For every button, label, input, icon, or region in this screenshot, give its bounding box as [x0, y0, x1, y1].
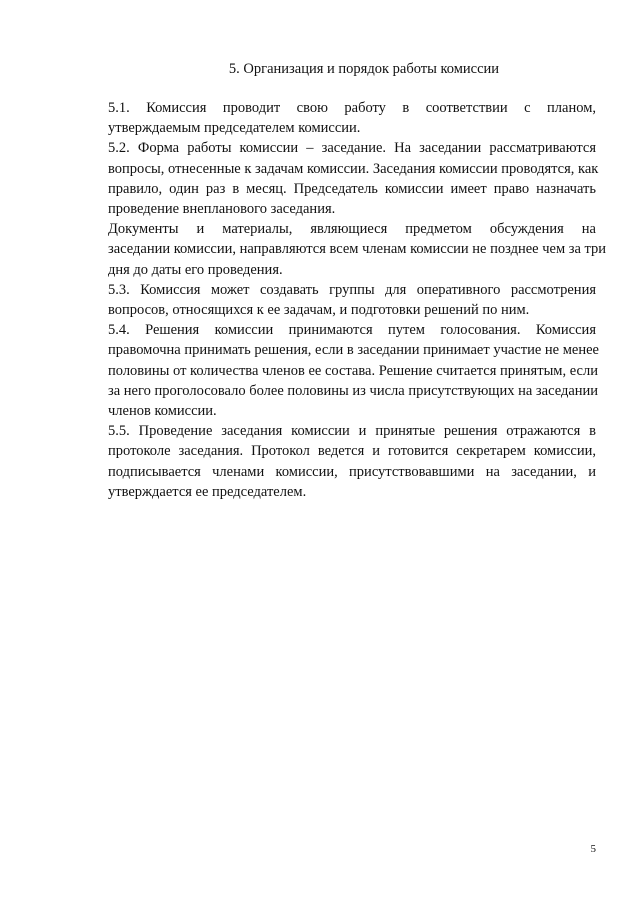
paragraph — [108, 421, 596, 502]
document-body — [108, 98, 607, 502]
text-line: дня до даты его проведения. — [108, 261, 283, 278]
text-line: правило, один раз в месяц. Председатель комиссии имеет право назначать — [108, 180, 596, 197]
text-line: 5.2. Форма работы комиссии – заседание. На заседании рассматриваются — [108, 140, 596, 157]
text-line: заседании комиссии, направляются всем членам комиссии не позднее чем за три — [108, 241, 607, 258]
text-line: вопросов, относящихся к ее задачам, и подготовки решений по ним. — [108, 302, 530, 319]
text-line: правомочна принимать решения, если в заседании принимает участие не менее — [108, 342, 599, 359]
text-line: Документы и материалы, являющиеся предметом обсуждения на — [108, 221, 596, 238]
text-line: членов комиссии. — [108, 403, 217, 420]
text-line: утверждаемым председателем комиссии. — [108, 120, 361, 137]
text-line: подписывается членами комиссии, присутствовавшими на заседании, и — [108, 463, 596, 480]
text-line: проведение внепланового заседания. — [108, 201, 336, 218]
text-line: за него проголосовало более половины из числа присутствующих на заседании — [108, 382, 599, 399]
text-line: 5.3. Комиссия может создавать группы для оперативного рассмотрения — [108, 281, 596, 298]
text-line: вопросы, отнесенные к задачам комиссии. Заседания комиссии проводятся, как — [108, 160, 599, 177]
paragraph — [108, 138, 599, 219]
text-line: половины от количества членов ее состава. Решение считается принятым, если — [108, 362, 598, 379]
page-number: 5 — [590, 843, 596, 855]
text-line: 5.4. Решения комиссии принимаются путем голосования. Комиссия — [108, 322, 596, 339]
text-line: 5.5. Проведение заседания комиссии и принятые решения отражаются в — [108, 423, 596, 440]
text-line: 5.1. Комиссия проводит свою работу в соответствии с планом, — [108, 100, 596, 116]
paragraph — [108, 280, 596, 320]
section-heading: 5. Организация и порядок работы комиссии — [228, 61, 500, 77]
paragraph — [108, 219, 607, 280]
text-line: протоколе заседания. Протокол ведется и готовится секретарем комиссии, — [108, 443, 596, 460]
paragraph — [108, 320, 599, 421]
paragraph — [108, 98, 596, 138]
text-line: утверждается ее председателем. — [108, 483, 307, 500]
